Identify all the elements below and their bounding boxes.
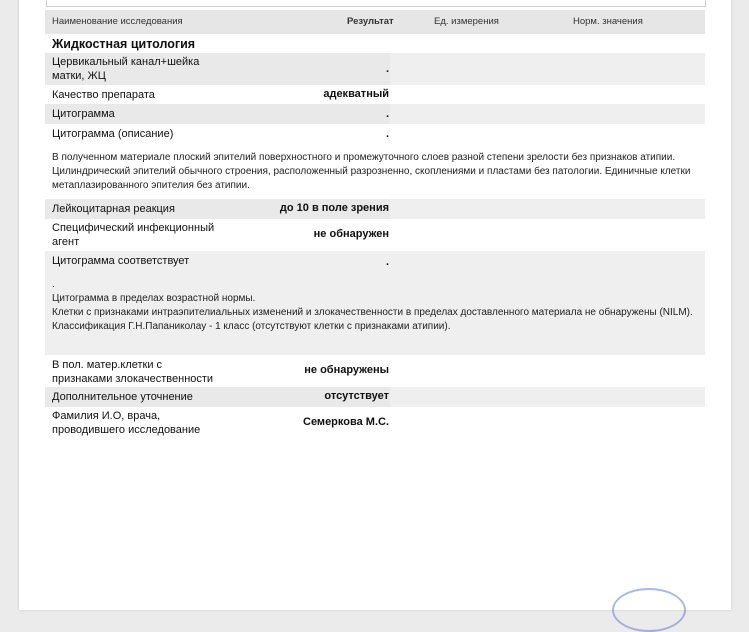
conclusion-line-1: Цитограмма в пределах возрастной нормы. [52,293,256,304]
conclusion-line-2: Клетки с признаками интраэпителиальных изменений и злокачественности в пределах доставленного материала не обнаружены (NILM). [52,307,693,318]
table-row [45,199,705,219]
table-row [45,85,705,104]
conclusion-dot: . [52,279,55,290]
row-name: В пол. матер.клетки с признаками злокачественности [52,359,214,385]
conclusion-line-3: Классификация Г.Н.Папаниколау - 1 класс (отсутствуют клетки с признаками атипии). [52,321,451,332]
table-row [45,124,705,144]
table-row [45,407,705,439]
row-name: Фамилия И.О, врача, проводившего исследование [52,410,201,436]
row-name: Цитограмма (описание) [52,128,174,140]
header-norm: Норм. значения [573,16,643,27]
row-result: адекватный [323,88,389,100]
row-name: Качество препарата [52,89,155,101]
previous-field-box [46,0,706,7]
table-row [45,251,705,273]
table-header [45,10,705,34]
table-row [45,387,705,407]
row-name: Цитограмма [52,108,115,120]
header-unit: Ед. измерения [434,16,499,27]
table-row [45,356,705,386]
section-title: Жидкостная цитология [52,37,196,51]
row-result: . [385,63,389,75]
row-result: . [385,256,389,268]
row-result: не обнаружены [304,364,389,376]
row-result: Семеркова М.С. [303,416,389,428]
row-result: не обнаружен [313,228,389,240]
row-name: Специфический инфекционный агент [52,222,215,248]
seal-stamp [612,588,686,632]
row-result: отсутствует [324,390,389,402]
header-result: Результат [347,16,394,27]
header-name: Наименование исследования [52,16,183,27]
table-row [45,53,705,85]
table-row [45,219,705,251]
row-name: Цервикальный канал+шейка матки, ЖЦ [52,56,200,82]
table-row [45,104,705,124]
row-result: . [385,108,389,120]
row-name: Цитограмма соответствует [52,255,190,267]
cytogram-description: В полученном материале плоский эпителий поверхностного и промежуточного слоев разной степени зрелости без признаков атипии. Цилиндрический эпителий обычного строения, расположенный разрозненно, скоплениями и пластами без патологии. Единичные клетки метаплазированного эпителия без атипии. [52,152,691,191]
row-name: Дополнительное уточнение [52,391,193,403]
conclusion-text [52,278,702,334]
row-name: Лейкоцитарная реакция [52,203,175,215]
row-result: . [385,128,389,140]
row-result: до 10 в поле зрения [279,202,389,214]
